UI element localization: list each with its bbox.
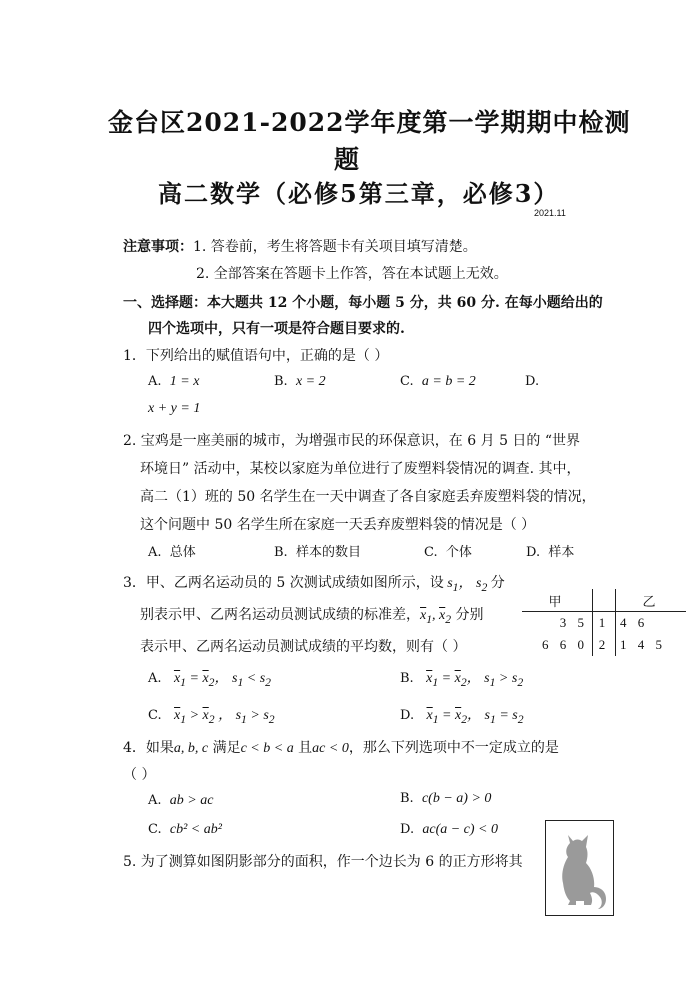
question-4-line-2: （ ） bbox=[123, 767, 156, 783]
option-label: C. bbox=[148, 822, 162, 837]
q4-text: ，那么下列选项中不一定成立的是 bbox=[348, 740, 559, 756]
option-expr: x = 2 bbox=[295, 374, 326, 389]
option-text: 样本 bbox=[548, 545, 575, 560]
page-title: 金台区2021-2022学年度第一学期期中检测 bbox=[108, 108, 631, 137]
q4-condition: ac < 0 bbox=[312, 741, 349, 756]
stem-leaf-stem: 2 bbox=[593, 634, 616, 656]
option-label: B. bbox=[400, 671, 414, 686]
q3-text: 3．甲、乙两名运动员的 5 次测试成绩如图所示，设 bbox=[123, 575, 444, 591]
option-expr: ab > ac bbox=[169, 793, 214, 808]
relation: = bbox=[189, 671, 199, 686]
page-title-cont: 题 bbox=[334, 145, 361, 174]
cat-silhouette-icon bbox=[546, 821, 613, 915]
exam-date: 2021.11 bbox=[534, 208, 566, 218]
option-label: B. bbox=[274, 545, 288, 560]
q4-option-a bbox=[148, 793, 213, 809]
relation: = bbox=[441, 671, 452, 686]
q2-option-c bbox=[424, 541, 472, 560]
option-label: C. bbox=[148, 708, 162, 723]
stem-leaf-header-yi: 乙 bbox=[642, 593, 660, 609]
option-label: B. bbox=[274, 374, 288, 389]
option-label: C. bbox=[424, 545, 438, 560]
question-3-line-2 bbox=[140, 604, 484, 626]
stem-leaf-left-leaves: 6 6 0 bbox=[542, 637, 588, 652]
notice bbox=[123, 236, 477, 256]
option-label: A. bbox=[148, 374, 162, 389]
relation: < bbox=[246, 671, 257, 686]
option-label: A. bbox=[148, 671, 162, 686]
option-expr: a = b = 2 bbox=[421, 374, 476, 389]
stem-leaf-stem: 1 bbox=[593, 612, 616, 635]
option-expr: ac(a − c) < 0 bbox=[422, 822, 499, 837]
option-label: A. bbox=[148, 545, 162, 560]
question-5-line-1: 5. 为了测算如图阴影部分的面积，作一个边长为 6 的正方形将其 bbox=[123, 854, 523, 870]
question-1-stem: 1．下列给出的赋值语句中，正确的是（ ） bbox=[123, 348, 389, 364]
relation: = bbox=[442, 708, 452, 723]
q2-option-d bbox=[526, 541, 574, 560]
q3-option-c: C. $\overline{x}_1 > \overline{x}_2$ ， $s_1 > s_2$ bbox=[148, 708, 275, 726]
notice-label: 注意事项： bbox=[123, 239, 193, 255]
question-2-line-2: 环境日” 活动中，某校以家庭为单位进行了废塑料袋情况的调查. 其中， bbox=[140, 461, 581, 477]
q3-option-a: A. $\overline{x}_1 = \overline{x}_2$， $s_1 < s_2$ bbox=[148, 671, 271, 689]
q2-option-a bbox=[148, 541, 196, 560]
notice-item-1: 1. 答卷前，考生将答题卡有关项目填写清楚。 bbox=[193, 239, 477, 255]
q1-option-a bbox=[148, 374, 199, 390]
relation: > bbox=[250, 708, 260, 723]
q4-text: 满足 bbox=[212, 740, 241, 756]
option-expr: cb² < ab² bbox=[169, 822, 222, 837]
q1-option-c bbox=[400, 374, 476, 390]
option-label: A. bbox=[148, 793, 162, 808]
option-label: C. bbox=[400, 374, 414, 389]
question-3-line-3: 表示甲、乙两名运动员测试成绩的平均数，则有（ ） bbox=[140, 639, 467, 655]
q4-text: 4．如果 bbox=[123, 740, 174, 756]
question-2-line-1: 2. 宝鸡是一座美丽的城市，为增强市民的环保意识，在 6 月 5 日的 “世界 bbox=[123, 433, 581, 449]
section-heading: 一、选择题：本大题共 12 个小题，每小题 5 分，共 60 分. 在每小题给出的 bbox=[123, 295, 603, 311]
q3-option-b: B. $\overline{x}_1 = \overline{x}_2$， $s_1 > s_2$ bbox=[400, 671, 524, 689]
relation: = bbox=[499, 708, 509, 723]
stem-leaf-plot bbox=[522, 589, 686, 656]
s1-s2-symbols: $s_1$， $s_2$ bbox=[443, 576, 488, 594]
q4-text: 且 bbox=[298, 740, 313, 756]
option-text: 总体 bbox=[169, 545, 196, 560]
option-label: D. bbox=[525, 374, 540, 389]
option-text: 个体 bbox=[445, 545, 472, 560]
q3-text: 分别 bbox=[455, 607, 484, 623]
q4-condition: c < b < a bbox=[240, 741, 294, 756]
question-2-line-3: 高二（1）班的 50 名学生在一天中调查了各自家庭丢弃废塑料袋的情况， bbox=[140, 489, 596, 505]
q3-text: 别表示甲、乙两名运动员测试成绩的标准差， bbox=[140, 607, 420, 623]
q3-text: 分 bbox=[490, 575, 505, 591]
option-label: D. bbox=[400, 708, 415, 723]
question-2-line-4: 这个问题中 50 名学生所在家庭一天丢弃废塑料袋的情况是（ ） bbox=[140, 517, 536, 533]
section-heading-cont: 四个选项中，只有一项是符合题目要求的. bbox=[148, 321, 405, 337]
q1-option-d-expr: x + y = 1 bbox=[148, 401, 201, 416]
option-text: 样本的数目 bbox=[295, 545, 361, 560]
option-expr: 1 = x bbox=[169, 374, 200, 389]
q5-figure bbox=[545, 820, 614, 916]
q4-vars: a, b, c bbox=[173, 741, 209, 756]
q2-option-b bbox=[274, 541, 361, 560]
q4-option-d bbox=[400, 822, 498, 838]
relation: > bbox=[189, 708, 200, 723]
option-expr: c(b − a) > 0 bbox=[421, 791, 492, 806]
q4-option-c bbox=[148, 822, 222, 838]
option-label: D. bbox=[526, 545, 541, 560]
q4-option-b bbox=[400, 791, 491, 807]
stem-leaf-left-leaves: 3 5 bbox=[559, 615, 588, 630]
notice-item-2: 2. 全部答案在答题卡上作答，答在本试题上无效。 bbox=[196, 266, 508, 282]
q3-option-d: D. $\overline{x}_1 = \overline{x}_2$， $s_1 = s_2$ bbox=[400, 708, 524, 726]
mean-symbols: $\overline{x}_1$, $\overline{x}_2$ bbox=[420, 608, 452, 626]
page-subtitle: 高二数学（必修5第三章，必修3） bbox=[158, 179, 560, 208]
stem-leaf-right-leaves: 1 4 5 bbox=[620, 637, 666, 652]
question-3-line-1 bbox=[123, 572, 505, 594]
relation: > bbox=[498, 671, 509, 686]
question-4-line-1 bbox=[123, 737, 559, 757]
q1-option-b bbox=[274, 374, 326, 390]
q1-option-d bbox=[525, 374, 539, 389]
stem-leaf-header-jia: 甲 bbox=[548, 593, 566, 609]
option-label: D. bbox=[400, 822, 415, 837]
option-label: B. bbox=[400, 791, 414, 806]
stem-leaf-right-leaves: 4 6 bbox=[620, 615, 649, 630]
